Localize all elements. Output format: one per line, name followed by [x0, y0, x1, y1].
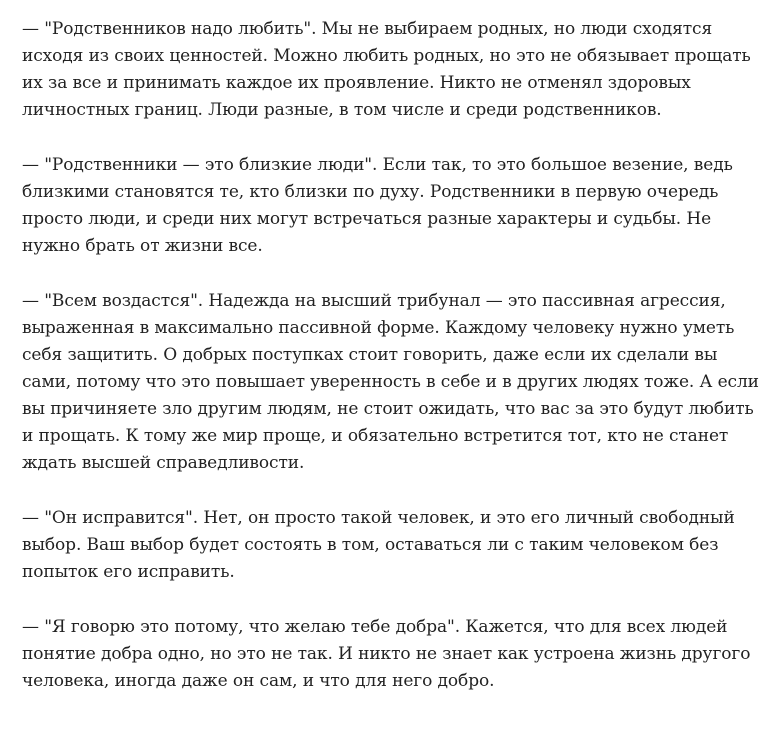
article-body — [22, 16, 762, 695]
paragraph-he-will-change: — "Он исправится". Нет, он просто такой человек, и это его личный свободный выбор. Ваш выбор будет состоять в том, оставаться ли с таким человеком без попыток его исправить. — [22, 508, 735, 582]
paragraph-relatives-love: — "Родственников надо любить". Мы не выбираем родных, но люди сходятся исходя из своих ценностей. Можно любить родных, но это не обязывает прощать их за все и принимать каждое их проявление. Никто не отменял здоровых личностных границ. Люди разные, в том числе и среди родственников. — [22, 19, 751, 120]
paragraph-relatives-close: — "Родственники — это близкие люди". Если так, то это большое везение, ведь близкими становятся те, кто близки по духу. Родственники в первую очередь просто люди, и среди них могут встречаться разные характеры и судьбы. Не нужно брать от жизни все. — [22, 155, 733, 256]
paragraph-everyone-rewarded: — "Всем воздастся". Надежда на высший трибунал — это пассивная агрессия, выраженная в максимально пассивной форме. Каждому человеку нужно уметь себя защитить. О добрых поступках стоит говорить, даже если их сделали вы сами, потому что это повышает уверенность в себе и в других людях тоже. А если вы причиняете зло другим людям, не стоит ожидать, что вас за это будут любить и прощать. К тому же мир проще, и обязательно встретится тот, кто не станет ждать высшей справедливости. — [22, 291, 759, 473]
paragraph-wish-you-well: — "Я говорю это потому, что желаю тебе добра". Кажется, что для всех людей понятие добра одно, но это не так. И никто не знает как устроена жизнь другого человека, иногда даже он сам, и что для него добро. — [22, 617, 751, 691]
